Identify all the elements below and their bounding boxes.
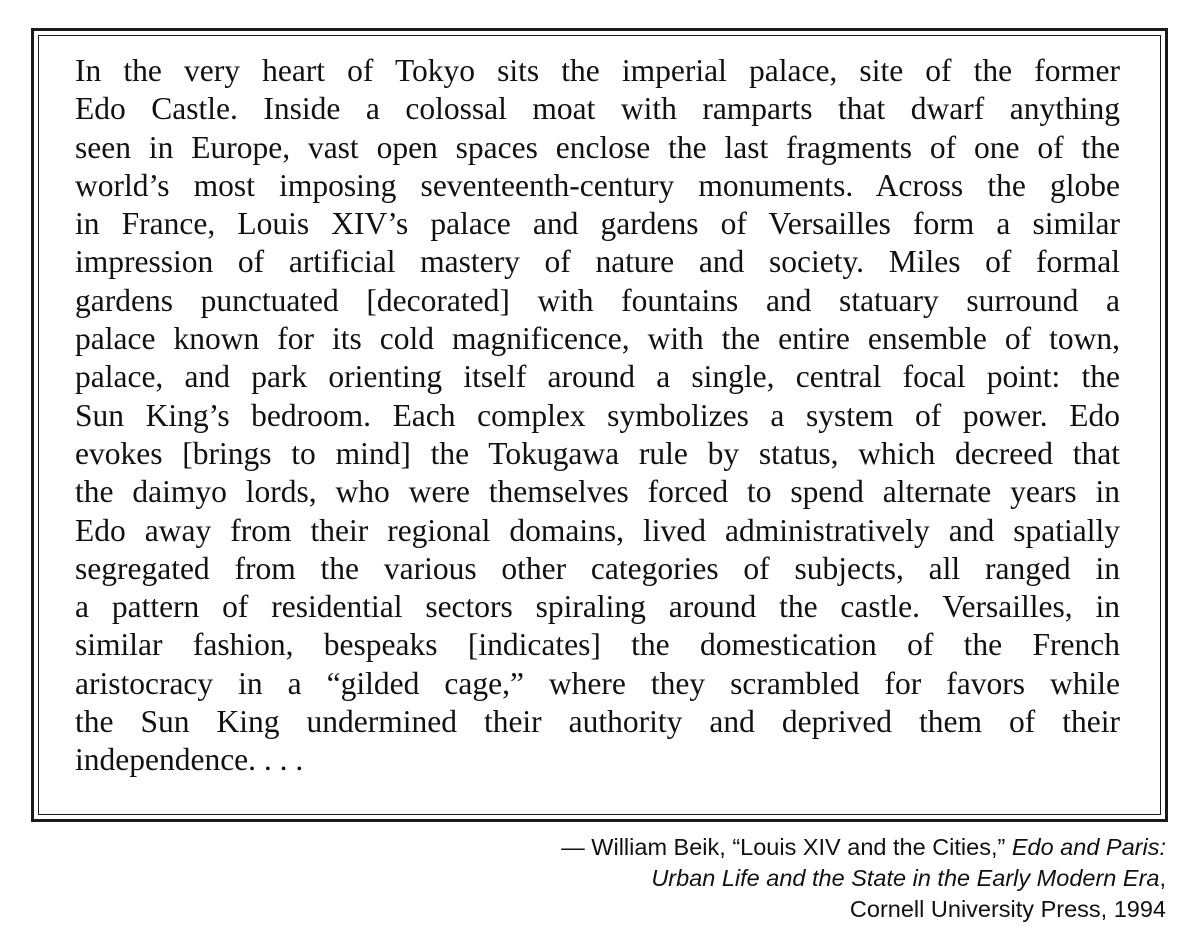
passage-line: Sun King’s bedroom. Each complex symbolizes a system of power. Edo [75,397,1120,433]
citation-comma: , [1159,865,1166,891]
passage-line: evokes [brings to mind] the Tokugawa rule by status, which decreed that [75,435,1120,471]
passage-line: impression of artificial mastery of nature and society. Miles of formal [75,244,1120,280]
citation-publisher: Cornell University Press, 1994 [849,896,1166,922]
passage-line: in France, Louis XIV’s palace and gardens of Versailles form a similar [75,206,1120,242]
passage-line: the Sun King undermined their authority and deprived them of their [75,704,1120,740]
passage-line: Edo away from their regional domains, lived administratively and spatially [75,512,1120,548]
citation-author-title: — William Beik, “Louis XIV and the Cities,” [561,834,1012,860]
passage-line-last: independence. . . . [75,742,304,778]
passage-line: aristocracy in a “gilded cage,” where they scrambled for favors while [75,665,1120,701]
citation-line-2 [561,863,1166,894]
passage-line: segregated from the various other categories of subjects, all ranged in [75,550,1120,586]
passage-line: palace known for its cold magnificence, with the entire ensemble of town, [75,321,1120,357]
citation-line-1 [561,832,1166,863]
passage-line: In the very heart of Tokyo sits the imperial palace, site of the former [75,53,1120,88]
quoted-passage [75,52,1120,780]
source-citation [561,832,1166,925]
passage-line: Edo Castle. Inside a colossal moat with ramparts that dwarf anything [75,91,1120,127]
passage-line: palace, and park orienting itself around a single, central focal point: the [75,359,1120,395]
citation-book-title-start: Edo and Paris: [1011,834,1166,860]
passage-line: gardens punctuated [decorated] with fountains and statuary surround a [75,282,1120,318]
passage-line: a pattern of residential sectors spiraling around the castle. Versailles, in [75,589,1120,625]
passage-line: similar fashion, bespeaks [indicates] the domestication of the French [75,627,1120,663]
passage-line: seen in Europe, vast open spaces enclose the last fragments of one of the [75,129,1120,165]
passage-line: the daimyo lords, who were themselves forced to spend alternate years in [75,474,1120,510]
citation-book-title-end: Urban Life and the State in the Early Modern Era [651,865,1160,891]
passage-line: world’s most imposing seventeenth-century monuments. Across the globe [75,167,1120,203]
